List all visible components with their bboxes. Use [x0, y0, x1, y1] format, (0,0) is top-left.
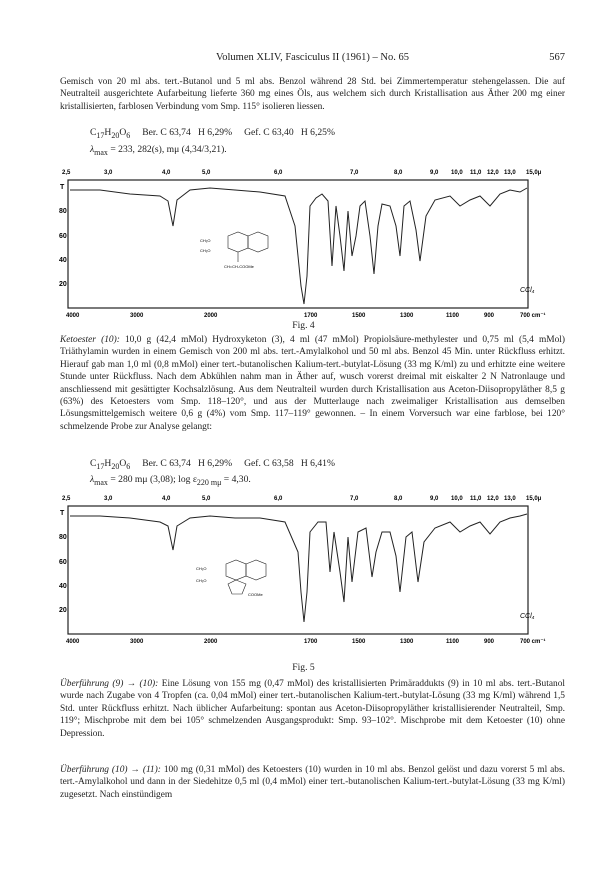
figure-5-caption: Fig. 5 — [292, 662, 315, 673]
top-axis-labels — [62, 170, 542, 176]
svg-text:2000: 2000 — [204, 639, 218, 645]
svg-text:CCl₄: CCl₄ — [520, 287, 535, 294]
svg-text:60: 60 — [59, 233, 67, 240]
bottom-axis-labels — [66, 312, 546, 319]
svg-text:4,0: 4,0 — [162, 170, 171, 176]
svg-text:1100: 1100 — [446, 639, 460, 645]
svg-text:COOMe: COOMe — [248, 592, 263, 597]
formula-1: $C_{17}H_{20}O_6$ Ber. C 63,74 H 6,29% Gef. C 63,40 H 6,25% — [90, 127, 335, 140]
svg-text:1700: 1700 — [304, 639, 318, 645]
svg-text:13,0: 13,0 — [504, 170, 516, 176]
paragraph-3: Überführung (9) → (10): Eine Lösung von 155 mg (0,47 mMol) des kristallisierten Primäraddukts (9) in 10 ml abs. tert.-Butanol wurde nach Zugabe von 4 Tropfen (ca. 0,04 mMol) einer tert.-butanolischen Kalium-tert.-butylat-Lösung (33 mg K/ml) während 1,5 Std. unter Rückfluss erhitzt. Nach üblicher Aufarbeitung: spontan aus Aceton-Diisopropyläther kristallisierender Neutralteil, Smp. 119°; Mischprobe mit dem bei 105° schmelzenden Ausgangsprodukt: Smp. 93–102°. Mischprobe mit dem Ketoester (10) ohne Depression. — [60, 679, 565, 739]
svg-text:7,0: 7,0 — [350, 170, 359, 176]
svg-text:8,0: 8,0 — [394, 496, 403, 502]
running-title: Volumen XLIV, Fasciculus II (1961) – No. 65 — [216, 52, 409, 63]
svg-text:6,0: 6,0 — [274, 170, 283, 176]
svg-text:2,5: 2,5 — [62, 496, 71, 502]
ir-spectrum-fig4 — [60, 166, 565, 330]
page-number: 567 — [549, 52, 565, 63]
svg-text:80: 80 — [59, 208, 67, 215]
svg-text:13,0: 13,0 — [504, 496, 516, 502]
svg-text:7,0: 7,0 — [350, 496, 359, 502]
svg-text:11,0: 11,0 — [470, 170, 482, 176]
svg-text:12,0: 12,0 — [487, 496, 499, 502]
svg-text:900: 900 — [484, 639, 495, 645]
svg-text:1500: 1500 — [352, 639, 366, 645]
svg-text:1300: 1300 — [400, 639, 414, 645]
svg-text:900: 900 — [484, 313, 495, 319]
lambda-1: $\lambda_{max} = 233$, 282(s), mμ (4,34/3,21). — [90, 144, 227, 157]
formula-2: $C_{17}H_{20}O_6$ Ber. C 63,74 H 6,29% Gef. C 63,58 H 6,41% — [90, 458, 335, 471]
svg-text:1500: 1500 — [352, 313, 366, 319]
svg-text:20: 20 — [59, 607, 67, 614]
svg-text:11,0: 11,0 — [470, 496, 482, 502]
svg-text:80: 80 — [59, 534, 67, 541]
svg-text:CH₃O: CH₃O — [200, 238, 211, 243]
svg-text:8,0: 8,0 — [394, 170, 403, 176]
svg-text:700 cm⁻¹: 700 cm⁻¹ — [520, 639, 546, 645]
svg-text:20: 20 — [59, 281, 67, 288]
paragraph-2: Ketoester (10): 10,0 g (42,4 mMol) Hydroxyketon (3), 4 ml (47 mMol) Propiolsäure-methylester und 0,75 ml (5,4 mMol) Triäthylamin wurden in einem Gemisch von 200 ml abs. tert.-Amylalkohol und 50 ml abs. Benzol 45 Min. unter Rückfluss erhitzt. Hierauf gab man 1,0 ml (0,8 mMol) einer tert.-butanolischen Kalium-tert.-butylat-Lösung (33 mg K/ml) zu und erhitzte eine weitere Stunde unter Rückfluss. Nach dem Abkühlen nahm man in Äther auf, wusch vorerst dreimal mit eiskalter 2 N Natronlauge und anschliessend mit gesättigter Kochsalzlösung. Aus dem Neutralteil wurden durch Kristallisation aus Aceton-Diisopropyläther 8,5 g (63%) des Ketoesters vom Smp. 118–120°, und aus der Mutterlauge nach zweimaliger Kristallisation aus demselben Lösungsmittelgemisch weitere 0,6 g (4%) vom Smp. 117–119° gewonnen. – In einem Vorversuch war eine farblose, bei 120° schmelzende Probe zur Analyse gelangt: — [60, 335, 565, 432]
svg-text:3000: 3000 — [130, 639, 144, 645]
svg-text:9,0: 9,0 — [430, 496, 439, 502]
svg-text:1300: 1300 — [400, 313, 414, 319]
svg-text:CH=CH-COOMe: CH=CH-COOMe — [224, 264, 254, 269]
svg-text:10,0: 10,0 — [451, 496, 463, 502]
svg-text:3000: 3000 — [130, 313, 144, 319]
structure-fig4 — [200, 232, 268, 269]
svg-text:40: 40 — [59, 257, 67, 264]
svg-text:2,5: 2,5 — [62, 170, 71, 176]
svg-text:1100: 1100 — [446, 313, 460, 319]
lambda-2: $\lambda_{max} = 280$ mμ (3,08); $\log \varepsilon_{220 m\mu} = 4,30$. — [90, 474, 251, 487]
svg-text:2000: 2000 — [204, 313, 218, 319]
svg-text:T: T — [60, 510, 65, 517]
svg-text:15,0μ: 15,0μ — [526, 496, 542, 502]
svg-text:1700: 1700 — [304, 313, 318, 319]
structure-fig5 — [196, 560, 266, 597]
plot-frame — [68, 180, 528, 308]
svg-text:CH₃O: CH₃O — [200, 248, 211, 253]
svg-text:CH₃O: CH₃O — [196, 578, 207, 583]
svg-text:3,0: 3,0 — [104, 496, 113, 502]
svg-text:CH₃O: CH₃O — [196, 566, 207, 571]
svg-text:12,0: 12,0 — [487, 170, 499, 176]
svg-text:40: 40 — [59, 583, 67, 590]
svg-text:60: 60 — [59, 559, 67, 566]
svg-text:6,0: 6,0 — [274, 496, 283, 502]
svg-text:3,0: 3,0 — [104, 170, 113, 176]
svg-text:4000: 4000 — [66, 313, 80, 319]
svg-text:10,0: 10,0 — [451, 170, 463, 176]
paragraph-4: Überführung (10) → (11): 100 mg (0,31 mMol) des Ketoesters (10) wurden in 10 ml abs. Benzol gelöst und dazu vorerst 5 ml abs. tert.-Amylalkohol und dann in der Siedehitze 0,5 ml (0,4 mMol) einer tert.-butanolischen Kalium-tert.-butylat-Lösung (33 mg K/ml) zugesetzt. Nach einstündigem — [60, 765, 565, 800]
ir-spectrum-fig5 — [60, 492, 565, 656]
svg-text:4,0: 4,0 — [162, 496, 171, 502]
svg-text:4000: 4000 — [66, 639, 80, 645]
svg-text:T: T — [60, 184, 65, 191]
svg-text:9,0: 9,0 — [430, 170, 439, 176]
figure-4-caption: Fig. 4 — [292, 320, 315, 331]
paragraph-1: Gemisch von 20 ml abs. tert.-Butanol und 5 ml abs. Benzol während 28 Std. bei Zimmertemperatur stehengelassen. Die auf Neutralteil ausgerichtete Aufarbeitung lieferte 360 mg eines Öls, aus welchem sich durch Kristallisation aus Äther 200 mg einer kristallisierten, farblosen Verbindung vom Smp. 115° isolieren liessen. — [60, 77, 565, 112]
svg-text:700 cm⁻¹: 700 cm⁻¹ — [520, 313, 546, 319]
svg-text:5,0: 5,0 — [202, 170, 211, 176]
svg-text:5,0: 5,0 — [202, 496, 211, 502]
svg-text:CCl₄: CCl₄ — [520, 613, 535, 620]
svg-text:15,0μ: 15,0μ — [526, 170, 542, 176]
